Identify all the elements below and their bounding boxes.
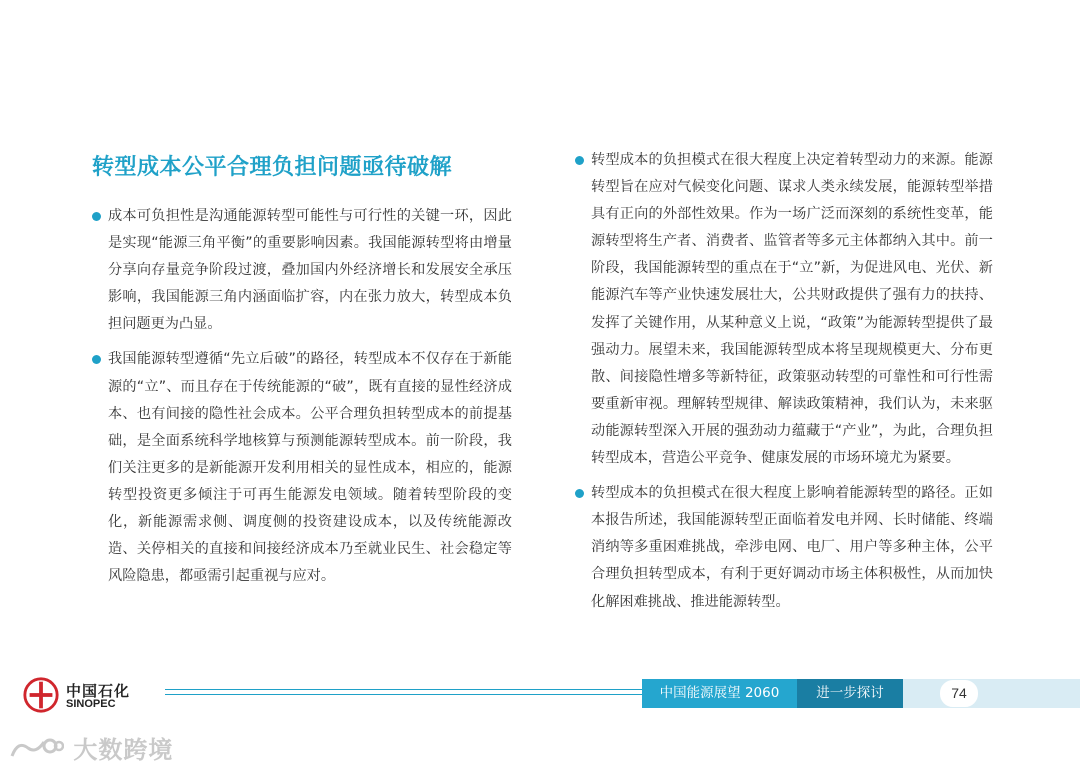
- watermark-text: 大数跨境: [73, 736, 174, 764]
- page-number: 74: [940, 680, 978, 707]
- bullet-dot-icon: [92, 212, 101, 221]
- paragraph-text: 我国能源转型遵循“先立后破”的路径，转型成本不仅存在于新能源的“立”、而且存在于传统能源的“破”，既有直接的显性经济成本、也有间接的隐性社会成本。公平合理负担转型成本的前提基础，是全面系统科学地核算与预测能源转型成本。前一阶段，我们关注更多的是新能源开发利用相关的显性成本，相应的，能源转型投资更多倾注于可再生能源发电领域。随着转型阶段的变化，新能源需求侧、调度侧的投资建设成本，以及传统能源改造、关停相关的直接和间接经济成本乃至就业民生、社会稳定等风险隐患，都亟需引起重视与应对。: [108, 351, 512, 585]
- sinopec-emblem-icon: [22, 676, 60, 714]
- logo-english-name: SINOPEC: [66, 698, 116, 710]
- footer-rule: [165, 685, 645, 699]
- bullet-dot-icon: [92, 355, 101, 364]
- bullet-dot-icon: [575, 489, 584, 498]
- report-name-bar: 中国能源展望 2060: [642, 679, 797, 708]
- paragraph-text: 转型成本的负担模式在很大程度上影响着能源转型的路径。正如本报告所述，我国能源转型正面临着发电并网、长时储能、终端消纳等多重困难挑战，牵涉电网、电厂、用户等多种主体，公平合理负担转型成本，有利于更好调动市场主体积极性，从而加快化解困难挑战、推进能源转型。: [591, 485, 993, 610]
- page-number-bar: [903, 679, 1080, 708]
- logo-chinese-name: 中国石化: [66, 682, 131, 700]
- bullet-paragraph: [575, 147, 993, 472]
- bullet-dot-icon: [575, 156, 584, 165]
- page-title: 转型成本公平合理负担问题亟待破解: [92, 155, 453, 180]
- watermark: [8, 730, 173, 762]
- bullet-paragraph: [575, 480, 993, 615]
- sinopec-logo: [22, 670, 152, 720]
- paragraph-text: 成本可负担性是沟通能源转型可能性与可行性的关键一环，因此是实现“能源三角平衡”的重要影响因素。我国能源转型将由增量分享向存量竞争阶段过渡，叠加国内外经济增长和发展安全承压影响，我国能源三角内涵面临扩容，内在张力放大，转型成本负担问题更为凸显。: [108, 208, 512, 333]
- paragraph-text: 转型成本的负担模式在很大程度上决定着转型动力的来源。能源转型旨在应对气候变化问题、谋求人类永续发展，能源转型举措具有正向的外部性效果。作为一场广泛而深刻的系统性变革，能源转型将生产者、消费者、监管者等多元主体都纳入其中。前一阶段，我国能源转型的重点在于“立”新，为促进风电、光伏、新能源汽车等产业快速发展壮大，公共财政提供了强有力的扶持、发挥了关键作用，从某种意义上说，“政策”为能源转型提供了最强动力。展望未来，我国能源转型成本将呈现规模更大、分布更散、间接隐性增多等新特征，政策驱动转型的可靠性和可行性需要重新审视。理解转型规律、解读政策精神，我们认为，未来驱动能源转型深入开展的强劲动力蕴藏于“产业”，为此，合理负担转型成本，营造公平竞争、健康发展的市场环境尤为紧要。: [591, 152, 993, 467]
- bullet-paragraph: [92, 346, 512, 590]
- left-column: [92, 203, 512, 598]
- watermark-logo-icon: [8, 734, 64, 762]
- section-name-bar: 进一步探讨: [797, 679, 903, 708]
- bullet-paragraph: [92, 203, 512, 338]
- right-column: [575, 147, 993, 624]
